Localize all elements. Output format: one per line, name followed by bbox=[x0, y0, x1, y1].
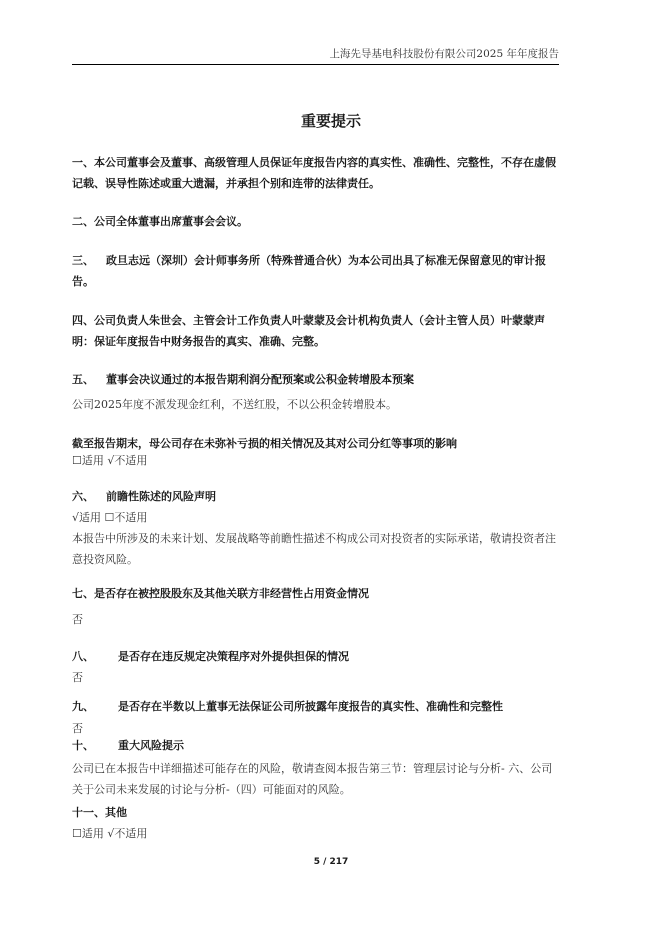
section-9-number: 九、 bbox=[72, 700, 94, 713]
section-10 bbox=[72, 735, 562, 756]
section-10-number: 十、 bbox=[72, 739, 94, 752]
section-5-number: 五、 bbox=[72, 373, 94, 386]
section-3 bbox=[72, 250, 562, 292]
section-9-body: 否 bbox=[72, 722, 83, 735]
section-5b-checkbox: ☐适用 √不适用 bbox=[72, 454, 148, 467]
section-9 bbox=[72, 696, 562, 717]
section-6-checkbox: √适用 ☐不适用 bbox=[72, 511, 148, 524]
section-6-body: 本报告中所涉及的未来计划、发展战略等前瞻性描述不构成公司对投资者的实际承诺，敬请投资者注意投资风险。 bbox=[72, 532, 556, 566]
section-10-body: 公司已在本报告中详细描述可能存在的风险，敬请查阅本报告第三节：管理层讨论与分析- 六、公司关于公司未来发展的讨论与分析-（四）可能面对的风险。 bbox=[72, 762, 553, 796]
section-8-heading: 是否存在违反规定决策程序对外提供担保的情况 bbox=[118, 650, 349, 663]
section-5 bbox=[72, 369, 562, 390]
section-3-number: 三、 bbox=[72, 254, 94, 267]
section-3-text: 政旦志远（深圳）会计师事务所（特殊普通合伙）为本公司出具了标准无保留意见的审计报告。 bbox=[72, 254, 546, 288]
section-5b-heading: 截至报告期末，母公司存在未弥补亏损的相关情况及其对公司分红等事项的影响 bbox=[72, 437, 457, 450]
section-5-body: 公司2025年度不派发现金红利，不送红股，不以公积金转增股本。 bbox=[72, 398, 397, 411]
section-1: 一、本公司董事会及董事、高级管理人员保证年度报告内容的真实性、准确性、完整性，不存在虚假记载、误导性陈述或重大遗漏，并承担个别和连带的法律责任。 bbox=[72, 156, 556, 190]
section-8 bbox=[72, 646, 562, 667]
section-11-checkbox: ☐适用 √不适用 bbox=[72, 827, 148, 840]
page-header: 上海先导基电科技股份有限公司2025 年年度报告 bbox=[72, 46, 559, 65]
section-8-body: 否 bbox=[72, 671, 83, 684]
section-6-heading: 前瞻性陈述的风险声明 bbox=[106, 490, 216, 503]
section-7-body: 否 bbox=[72, 613, 83, 626]
page-title: 重要提示 bbox=[300, 112, 361, 130]
section-7: 七、是否存在被控股股东及其他关联方非经营性占用资金情况 bbox=[72, 587, 369, 600]
section-2: 二、公司全体董事出席董事会会议。 bbox=[72, 215, 248, 228]
section-11: 十一、其他 bbox=[72, 806, 127, 819]
section-5-heading: 董事会决议通过的本报告期利润分配预案或公积金转增股本预案 bbox=[106, 373, 414, 386]
section-4: 四、公司负责人朱世会、主管会计工作负责人叶蒙蒙及会计机构负责人（会计主管人员）叶蒙蒙声明：保证年度报告中财务报告的真实、准确、完整。 bbox=[72, 314, 545, 348]
section-8-number: 八、 bbox=[72, 650, 94, 663]
page-number: 5 / 217 bbox=[313, 857, 349, 867]
section-10-heading: 重大风险提示 bbox=[118, 739, 184, 752]
section-6 bbox=[72, 486, 562, 507]
section-6-number: 六、 bbox=[72, 490, 94, 503]
section-9-heading: 是否存在半数以上董事无法保证公司所披露年度报告的真实性、准确性和完整性 bbox=[118, 700, 503, 713]
